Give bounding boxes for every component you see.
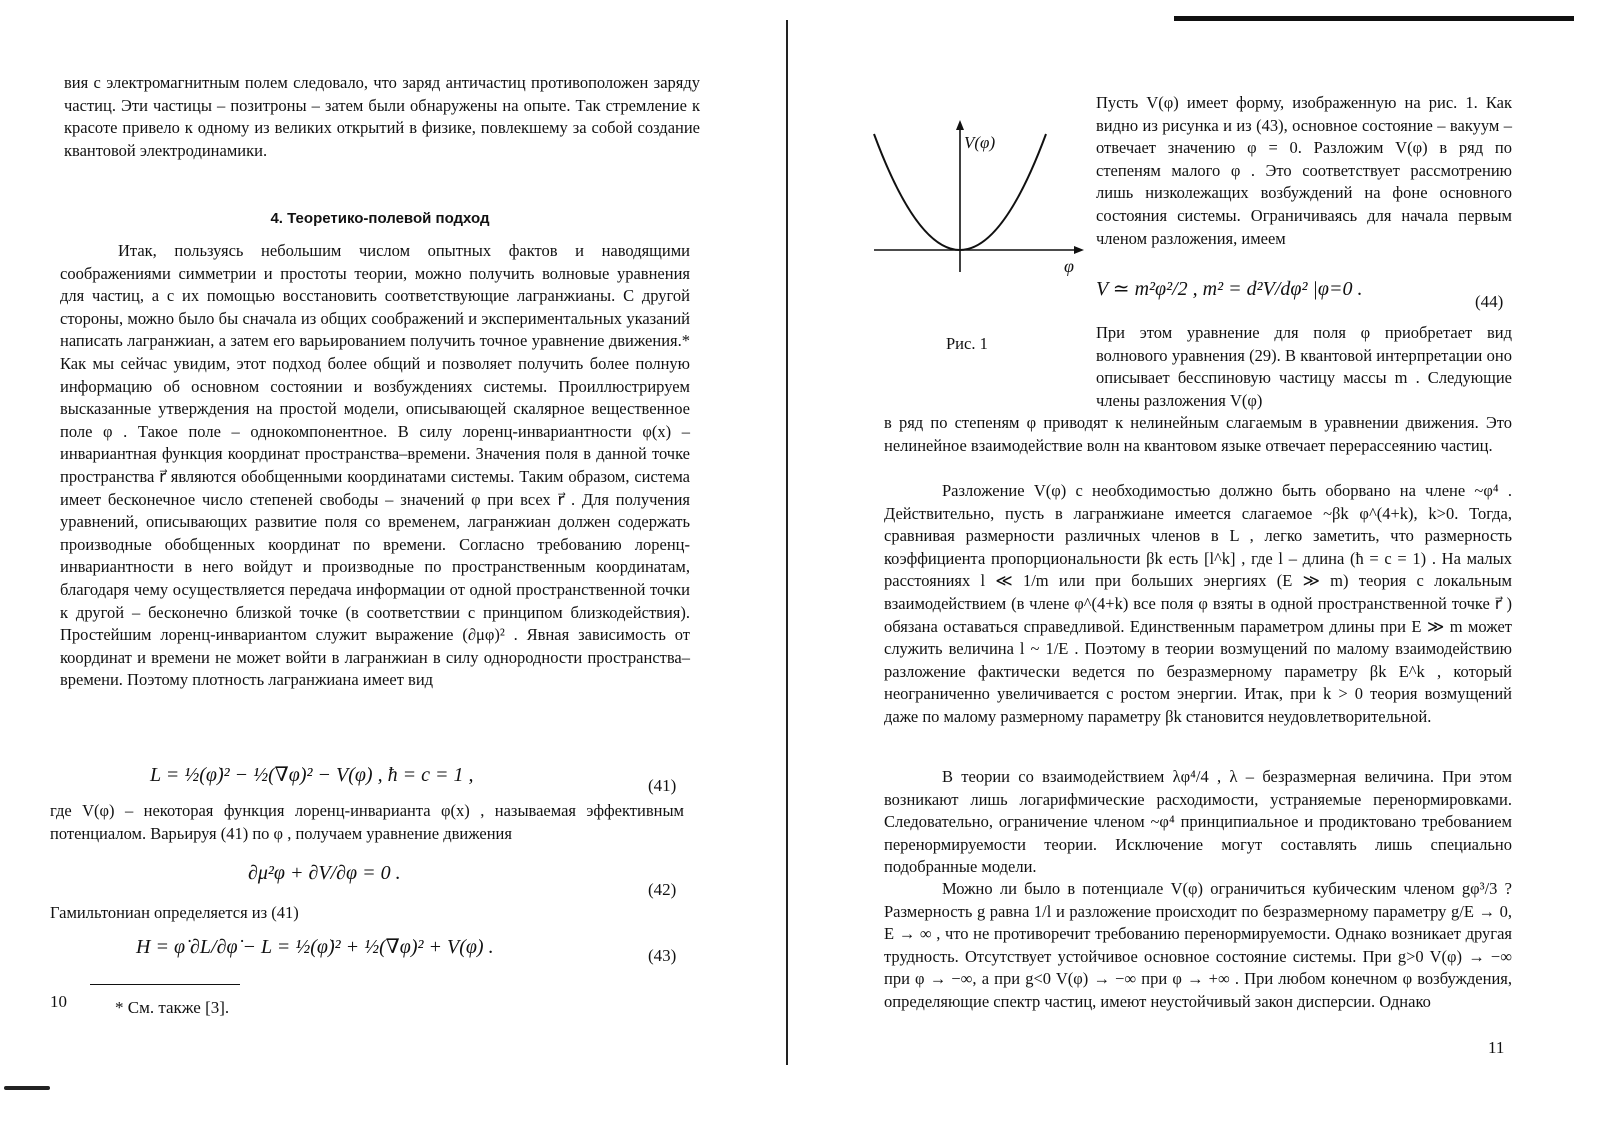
scan-edge-mark	[1174, 16, 1574, 21]
right-paragraph-4: В теории со взаимодействием λφ⁴/4 , λ – безразмерная величина. При этом возникают лишь логарифмические расходимости, устраняемые перенормировками. Следовательно, ограничение членом ~φ⁴ принципиальное и продиктовано требованием перенормируемости теории. Исключение могут составлять лишь специально подобранные модели.	[884, 767, 1512, 877]
left-paragraph-2: где V(φ) – некоторая функция лоренц-инварианта φ(x) , называемая эффективным потенциалом. Варьируя (41) по φ , получаем уравнение движения	[50, 801, 684, 843]
equation-43-number: (43)	[648, 946, 677, 965]
equation-42: ∂μ²φ + ∂V/∂φ = 0 .	[248, 862, 401, 884]
right-page	[790, 0, 1600, 1125]
footnote-rule	[90, 984, 240, 985]
equation-44-number: (44)	[1475, 292, 1504, 311]
equation-44: V ≃ m²φ²/2 , m² = d²V/dφ² |φ=0 .	[1096, 278, 1363, 300]
equation-41-number: (41)	[648, 776, 677, 795]
figure-x-arrow	[1074, 246, 1084, 254]
equation-41: L = ½(φ̇)² − ½(∇φ)² − V(φ) , ħ = c = 1 ,	[150, 764, 474, 786]
right-paragraph-5: Можно ли было в потенциале V(φ) ограничиться кубическим членом gφ³/3 ? Размерность g равна 1/l и разложение происходит по безразмерному параметру g/E → 0, E → ∞ , что не противоречит требованию перенормируемости. Однако возникает другая трудность. Отсутствует устойчивое основное состояние системы. При g>0 V(φ) → −∞ при φ → −∞, а при g<0 V(φ) → −∞ при φ → +∞ . При любом конечном φ возбуждения, определяющие спектр частиц, имеют неустойчивый закон дисперсии. Однако	[884, 879, 1512, 1011]
right-paragraph-2b: в ряд по степеням φ приводят к нелинейным слагаемым в уравнении движения. Это нелинейное взаимодействие волн на квантовом языке отвечает перерассеянию частиц.	[884, 413, 1512, 455]
right-page-number: 11	[1488, 1038, 1505, 1057]
left-paragraph-3: Гамильтониан определяется из (41)	[50, 903, 299, 922]
figure-caption: Рис. 1	[946, 334, 988, 353]
left-page	[0, 0, 790, 1125]
right-paragraph-1: Пусть V(φ) имеет форму, изображенную на рис. 1. Как видно из рисунка и из (43), основное состояние – вакуум – отвечает значению φ = 0. Разложим V(φ) в ряд по степеням малого φ . Это соответствует рассмотрению лишь низколежащих возбуждений на фоне основного состояния системы. Ограничиваясь для начала первым членом разложения, имеем	[1096, 93, 1512, 248]
left-top-paragraph: вия с электромагнитным полем следовало, что заряд античастиц противоположен заряду частиц. Эти частицы – позитроны – затем были обнаружены на опыте. Так стремление к красоте привело к одному из великих открытий в физике, повлекшему за собой создание квантовой электродинамики.	[64, 73, 700, 160]
figure-y-arrow	[956, 120, 964, 130]
left-page-number: 10	[50, 992, 67, 1011]
figure-y-label: V(φ)	[964, 133, 996, 152]
equation-43: H = φ̇ ∂L/∂φ̇ − L = ½(φ̇)² + ½(∇φ)² + V(φ) .	[136, 936, 494, 958]
footnote: * См. также [3].	[115, 998, 230, 1017]
right-paragraph-3: Разложение V(φ) с необходимостью должно быть оборвано на члене ~φ⁴ . Действительно, пусть в лагранжиане имеется слагаемое ~βk φ^(4+k), k>0. Тогда, сравнивая размерности различных членов в L , легко заметить, что размерность коэффициента пропорциональности βk есть [l^k] , где l – длина (ħ = c = 1) . На малых расстояниях l ≪ 1/m или при больших энергиях (E ≫ m) теория с локальным взаимодействием (в члене φ^(4+k) все поля φ взяты в одной пространственной точке r⃗ ) обязана оставаться справедливой. Единственным параметром длины при E ≫ m может служить величина l ~ 1/E . Поэтому в теории возмущений по малому взаимодействию разложение фактически ведется по безразмерному параметру βk E^k , который неограниченно увеличивается с ростом энергии. Итак, при k > 0 теория возмущений даже по малому размерному параметру βk становится неудовлетворительной.	[884, 481, 1512, 726]
right-paragraph-2a: При этом уравнение для поля φ приобретает вид волнового уравнения (29). В квантовой интерпретации оно описывает бесспиновую частицу массы m . Следующие члены разложения V(φ)	[1096, 323, 1512, 410]
equation-42-number: (42)	[648, 880, 677, 899]
figure-x-label: φ	[1064, 256, 1074, 276]
scan-mark	[4, 1086, 50, 1090]
potential-figure	[860, 100, 1090, 280]
section-title: 4. Теоретико-полевой подход	[270, 210, 490, 227]
left-paragraph-1: Итак, пользуясь небольшим числом опытных фактов и наводящими соображениями симметрии и простоты теории, можно получить волновые уравнения для частиц, а с их помощью восстановить соответствующие лагранжианы. С другой стороны, можно было бы сначала из общих соображений и экспериментальных указаний написать лагранжиан, а затем его варьированием получить точное уравнение движения.* Как мы сейчас увидим, этот подход более общий и позволяет получить более полную информацию об основном состоянии и возбуждениях системы. Проиллюстрируем высказанные утверждения на простой модели, описывающей скалярное вещественное поле φ . Такое поле – однокомпонентное. В силу лоренц-инвариантности φ(x) – инвариантная функция координат пространства–времени. Значения поля в данной точке пространства r⃗ являются обобщенными координатами системы. Таким образом, система имеет бесконечное число степеней свободы – значений φ при всех r⃗ . Для получения уравнений, описывающих развитие поля со временем, лагранжиан должен содержать производные обобщенных координат по времени. Согласно требованию лоренц-инвариантности в него войдут и производные по пространственным координатам, благодаря чему осуществляется передача информации от одной пространственной точки к другой – бесконечно близкой точке (в соответствии с принципом близкодействия). Простейшим лоренц-инвариантом служит выражение (∂μφ)² . Явная зависимость от координат и времени не может войти в лагранжиан в силу однородности пространства–времени. Поэтому плотность лагранжиана имеет вид	[60, 241, 690, 690]
